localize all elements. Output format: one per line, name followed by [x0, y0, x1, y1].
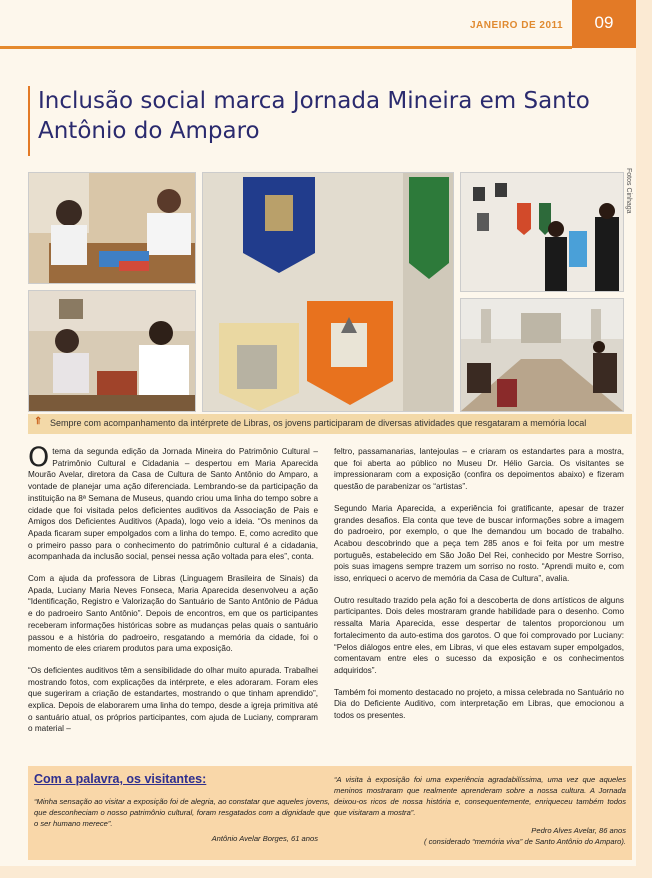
caption-marker-icon: ⇑: [34, 416, 43, 427]
article-title: Inclusão social marca Jornada Mineira em Santo Antônio do Amparo: [38, 88, 590, 144]
article-paragraph: Segundo Maria Aparecida, a experiência foi gratificante, apesar de trazer grandes desafios. Ela conta que teve de buscar informações sobre a imagem do padroeiro, por exemplo, o que lhe demandou um bocado de trabalho. Acabou descobrindo que a peça tem 285 anos e foi feita por um mestre português, estabelecido em São João Del Rei, conhecido por Mestre Sorriso, pois suas imagens sempre trazem um sorriso no rosto. “Aprendi muito e, com isso, enriqueci o acervo de memória da Casa de Cultura”, avalia.: [334, 503, 624, 584]
author-antonio: Antônio Avelar Borges, 61 anos: [211, 834, 318, 843]
photo-students-working: [28, 290, 196, 412]
article-paragraph: Com a ajuda da professora de Libras (Linguagem Brasileira de Sinais) da Apada, Luciany Maria Neves Fonseca, Maria Aparecida desenvolveu a ação “Identificação, Registro e Valorização do Santuário de Santo Antônio de Pádua e do padroeiro Santo Antônio”. Depois de encontros, em que os participantes receberam informações históricas sobre as mudanças pelas quais o santuário passou e a história do padroeiro, resgatando a memória da cidade, foi o momento de eles criarem produtos para uma exposição.: [28, 574, 318, 654]
quote-pedro: “A visita à exposição foi uma experiência agradabilíssima, uma vez que aqueles meninos mostraram que realmente aprenderam sobre a nossa cultura. A Jornada deixou-os ricos de nossa história e, consequentemente, enriqueceu também todos que visitaram a mostra”.: [334, 775, 626, 817]
photo-credit: Fotos Cinhaga: [625, 168, 632, 214]
issue-month: JANEIRO DE 2011: [470, 20, 564, 31]
article-paragraph: Outro resultado trazido pela ação foi a descoberta de dons artísticos de alguns participantes. Dois deles mostraram grande habilidade para o desenho. Como ressalta Maria Aparecida, esse despertar de talentos proporcionou um fortalecimento da auto-estima dos garotos. O que foi comprovado por Luciany: “Pelos diálogos entre eles, em Libras, vi que eles estavam super empolgados, comentavam entre eles o sucesso da exposição e os conhecimentos adquiridos”.: [334, 595, 624, 675]
photo-sanctuary-mass: [460, 298, 624, 412]
title-accent-bar: [28, 86, 30, 156]
side-stripe: [636, 0, 652, 878]
drop-cap: O: [28, 442, 50, 473]
photo-exhibition-visitors: [460, 172, 624, 292]
paragraph-text: tema da segunda edição da Jornada Mineira do Patrimônio Cultural – Patrimônio Cultural e Cidadania – despertou em Maria Aparecida Mourão Avelar, diretora da Casa de Cultura de Santo Antônio do Amparo, a vontade de planejar uma ação diferenciada. Lembrando-se da participação da instituição na 8ª Semana de Museus, quando criou uma linha do tempo sobre a cidade que foi visitada pelos deficientes auditivos da Associação de Pais e Amigos dos Deficientes Auditivos (Apada), logo veio a ideia. “Os meninos da Apada ficaram super empolgados com a linha do tempo. E, como acredito que o primeiro passo para o conhecimento do patrimônio cultural é a cidadania, acompanhada da inclusão social, pensei nessa ação voltada para eles”, conta.: [28, 447, 318, 562]
bottom-stripe: [0, 866, 636, 878]
header-rule: [0, 46, 572, 49]
article-column-right: [334, 446, 624, 732]
author-pedro: Pedro Alves Avelar, 86 anos: [531, 826, 626, 835]
author-pedro-note: ( considerado “memória viva” de Santo Antônio do Amparo).: [423, 837, 626, 846]
box-title: Com a palavra, os visitantes:: [34, 772, 207, 786]
page-number: 09: [572, 0, 636, 48]
article-paragraph: feltro, passamanarias, lantejoulas – e criaram os estandartes para a mostra, que foi aberta ao público no Museu Dr. Hélio Garcia. Os visitantes se impressionaram com a exposição (confira os depoimentos abaixo) e fizeram questão de parabenizar os “artistas”.: [334, 447, 624, 492]
visitors-testimonials-box: [28, 766, 632, 860]
photo-caption: Sempre com acompanhamento da intérprete de Libras, os jovens participaram de diversas atividades que resgataram a memória local: [50, 418, 587, 428]
caption-bar: [28, 414, 632, 434]
article-column-left: [28, 442, 318, 745]
article-paragraph: Também foi momento destacado no projeto, a missa celebrada no Santuário no Dia do Deficiente Auditivo, com interpretação em Libras, que emocionou a todos os presentes.: [334, 687, 624, 721]
article-paragraph: [28, 442, 318, 563]
photo-crafting-table: [28, 172, 196, 284]
photo-banners-display: [202, 172, 454, 412]
article-paragraph: “Os deficientes auditivos têm a sensibilidade do olhar muito apurada. Trabalhei mostrando fotos, com explicações da intérprete, e eles adoraram. Foram eles que sugeriram a criação de estandartes, mostrando o que tinham aprendido”, explica. Depois de elaborarem uma linha do tempo, desde a igreja primitiva até o santuário atual, os próprios participantes, com ajuda de Luciany, compraram o material –: [28, 665, 318, 734]
quote-antonio: “Minha sensação ao visitar a exposição foi de alegria, ao constatar que aqueles jovens, que desconheciam o nosso patrimônio cultural, foram resgatados com a dignidade que o ser humano merece”.: [34, 797, 330, 828]
